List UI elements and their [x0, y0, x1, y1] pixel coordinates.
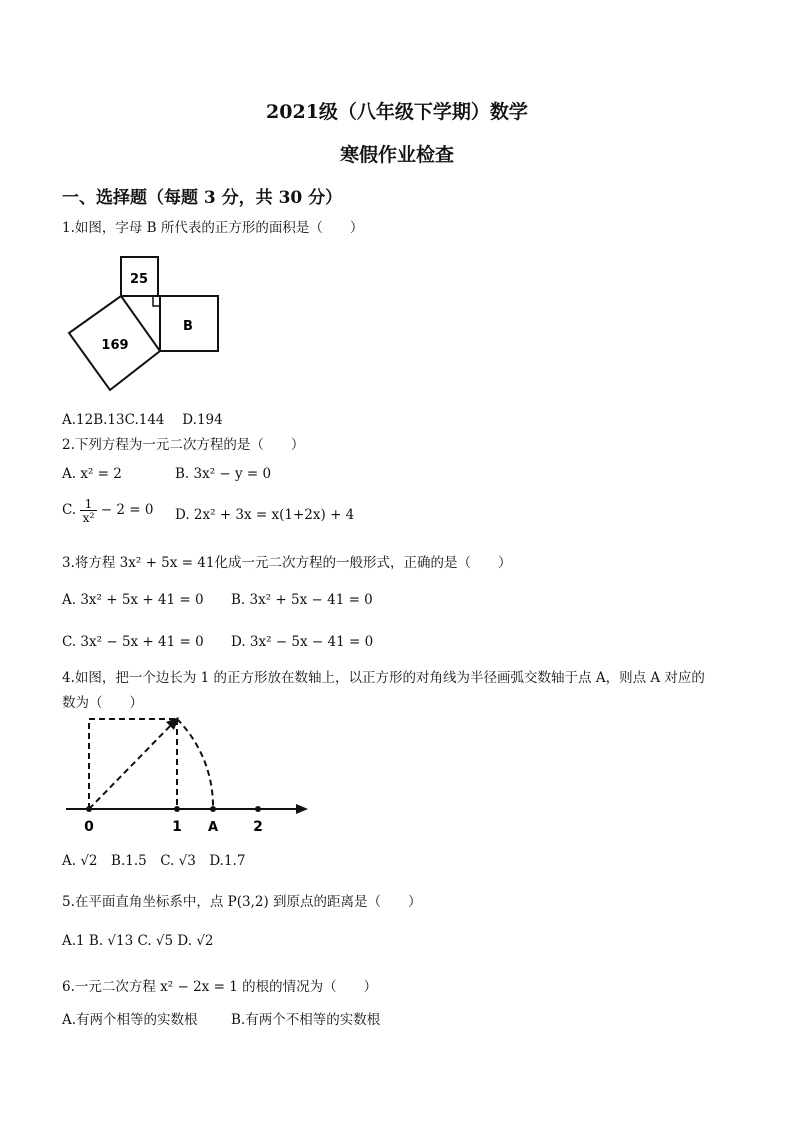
q2-option-c-fraction [80, 497, 96, 524]
q2-option-d: D. 2x² + 3x = x(1+2x) + 4 [175, 507, 355, 523]
q4-stem-line2: 数为（ ） [62, 695, 143, 711]
q4-point-a [210, 806, 216, 812]
q4-point-2 [255, 806, 261, 812]
q2-stem: 2.下列方程为一元二次方程的是（ ） [62, 437, 305, 453]
q2-option-b: B. 3x² − y = 0 [175, 466, 272, 482]
q4-label-2: 2 [253, 819, 263, 835]
q4-axis-arrow-icon [296, 804, 308, 814]
q1-stem: 1.如图，字母 B 所代表的正方形的面积是（ ） [62, 220, 364, 236]
q1-label-b: B [183, 319, 193, 334]
q2-option-a: A. x² = 2 [62, 466, 122, 482]
q3-option-d: D. 3x² − 5x − 41 = 0 [231, 634, 374, 650]
q5-stem: 5.在平面直角坐标系中，点 P(3,2) 到原点的距离是（ ） [62, 894, 422, 910]
q4-label-a: A [207, 820, 219, 835]
q4-point-1 [174, 806, 180, 812]
q4-label-0: 0 [84, 819, 94, 835]
q5-options: A.1 B. √13 C. √5 D. √2 [62, 933, 214, 949]
q4-number-line-figure [62, 712, 318, 838]
q3-option-b: B. 3x² + 5x − 41 = 0 [231, 592, 373, 608]
q4-arc [177, 719, 213, 809]
page-title: 2021级（八年级下学期）数学 [266, 101, 528, 123]
q1-label-169: 169 [101, 338, 129, 353]
q6-option-a: A.有两个相等的实数根 [62, 1012, 198, 1028]
q6-option-b: B.有两个不相等的实数根 [231, 1012, 381, 1028]
q1-figure [62, 252, 227, 397]
q2-option-c-numerator: 1 [80, 497, 96, 511]
q3-stem: 3.将方程 3x² + 5x = 41化成一元二次方程的一般形式，正确的是（ ） [62, 555, 512, 571]
q4-diagonal [89, 721, 175, 809]
q4-point-0 [86, 806, 92, 812]
q3-option-a: A. 3x² + 5x + 41 = 0 [62, 592, 204, 608]
q2-option-c [62, 497, 153, 524]
q2-option-c-denominator: x² [82, 510, 95, 526]
q2-option-c-prefix: C. [62, 502, 77, 519]
section-heading: 一、选择题（每题 3 分，共 30 分） [62, 188, 343, 208]
page-subtitle: 寒假作业检查 [339, 144, 454, 166]
q4-label-1: 1 [172, 819, 182, 835]
q2-option-c-suffix: − 2 = 0 [100, 502, 154, 519]
q6-stem: 6.一元二次方程 x² − 2x = 1 的根的情况为（ ） [62, 979, 378, 995]
q3-option-c: C. 3x² − 5x + 41 = 0 [62, 634, 204, 650]
q1-right-angle-mark [153, 296, 160, 306]
q4-stem-line1: 4.如图，把一个边长为 1 的正方形放在数轴上，以正方形的对角线为半径画弧交数轴于点 A，则点 A 对应的 [62, 670, 705, 686]
q1-label-25: 25 [129, 272, 149, 287]
q1-options: A.12B.13C.144 D.194 [62, 412, 223, 428]
q4-options: A. √2 B.1.5 C. √3 D.1.7 [62, 853, 246, 869]
